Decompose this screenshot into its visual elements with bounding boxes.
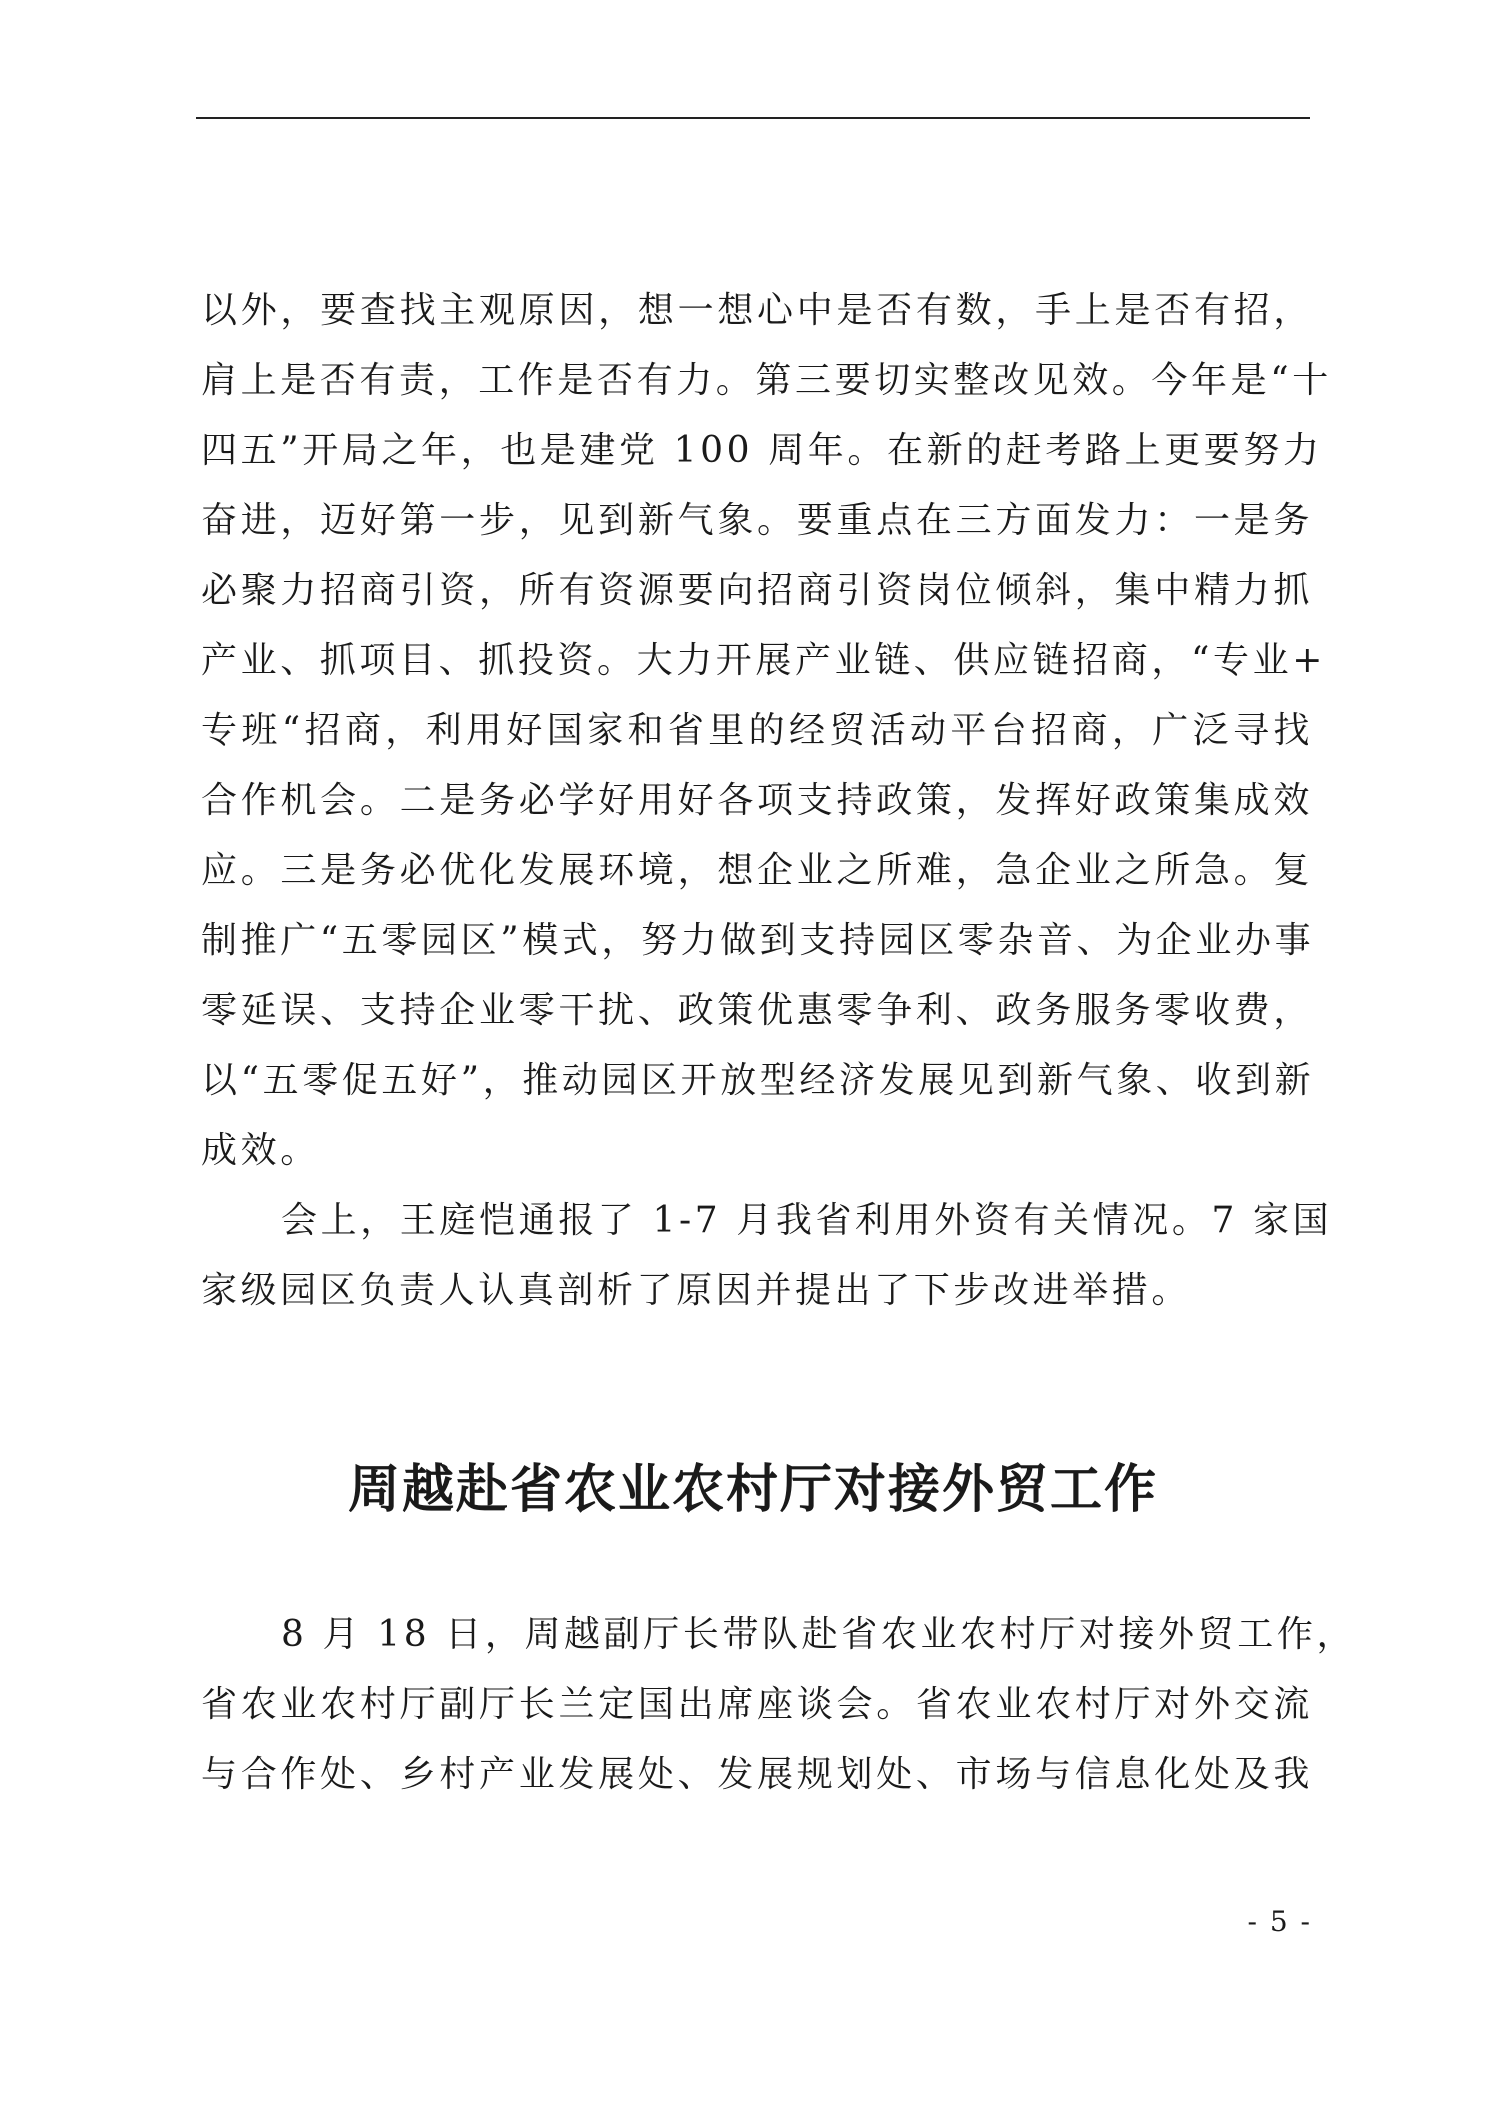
body-text-section-1 xyxy=(201,276,1333,1326)
text-line: 家级园区负责人认真剖析了原因并提出了下步改进举措。 xyxy=(201,1270,1192,1311)
text-line: 以“五零促五好”，推动园区开放型经济发展见到新气象、收到新 xyxy=(201,1060,1315,1101)
page-number: - 5 - xyxy=(1247,1905,1312,1938)
body-text-section-2 xyxy=(201,1600,1357,1810)
text-line: 8 月 18 日，周越副厅长带队赴省农业农村厅对接外贸工作， xyxy=(281,1614,1357,1655)
header-rule xyxy=(196,117,1310,119)
text-line: 合作机会。二是务必学好用好各项支持政策，发挥好政策集成效 xyxy=(201,780,1313,821)
text-line: 与合作处、乡村产业发展处、发展规划处、市场与信息化处及我 xyxy=(201,1754,1313,1795)
text-line: 以外，要查找主观原因，想一想心中是否有数，手上是否有招， xyxy=(201,290,1313,331)
text-line: 成效。 xyxy=(201,1130,320,1171)
text-line: 省农业农村厅副厅长兰定国出席座谈会。省农业农村厅对外交流 xyxy=(201,1684,1313,1725)
text-line: 必聚力招商引资，所有资源要向招商引资岗位倾斜，集中精力抓 xyxy=(201,570,1313,611)
text-line: 四五”开局之年，也是建党 100 周年。在新的赶考路上更要努力 xyxy=(201,430,1323,471)
text-line: 零延误、支持企业零干扰、政策优惠零争利、政务服务零收费， xyxy=(201,990,1313,1031)
text-line: 产业、抓项目、抓投资。大力开展产业链、供应链招商，“专业+ xyxy=(201,640,1326,681)
text-line: 奋进，迈好第一步，见到新气象。要重点在三方面发力：一是务 xyxy=(201,500,1313,541)
text-line: 制推广“五零园区”模式，努力做到支持园区零杂音、为企业办事 xyxy=(201,920,1315,961)
text-line: 应。三是务必优化发展环境，想企业之所难，急企业之所急。复 xyxy=(201,850,1313,891)
text-line: 肩上是否有责，工作是否有力。第三要切实整改见效。今年是“十 xyxy=(201,360,1332,401)
text-line: 会上，王庭恺通报了 1-7 月我省利用外资有关情况。7 家国 xyxy=(281,1200,1333,1241)
section-title: 周越赴省农业农村厅对接外贸工作 xyxy=(347,1459,1158,1520)
text-line: 专班“招商，利用好国家和省里的经贸活动平台招商，广泛寻找 xyxy=(201,710,1313,751)
